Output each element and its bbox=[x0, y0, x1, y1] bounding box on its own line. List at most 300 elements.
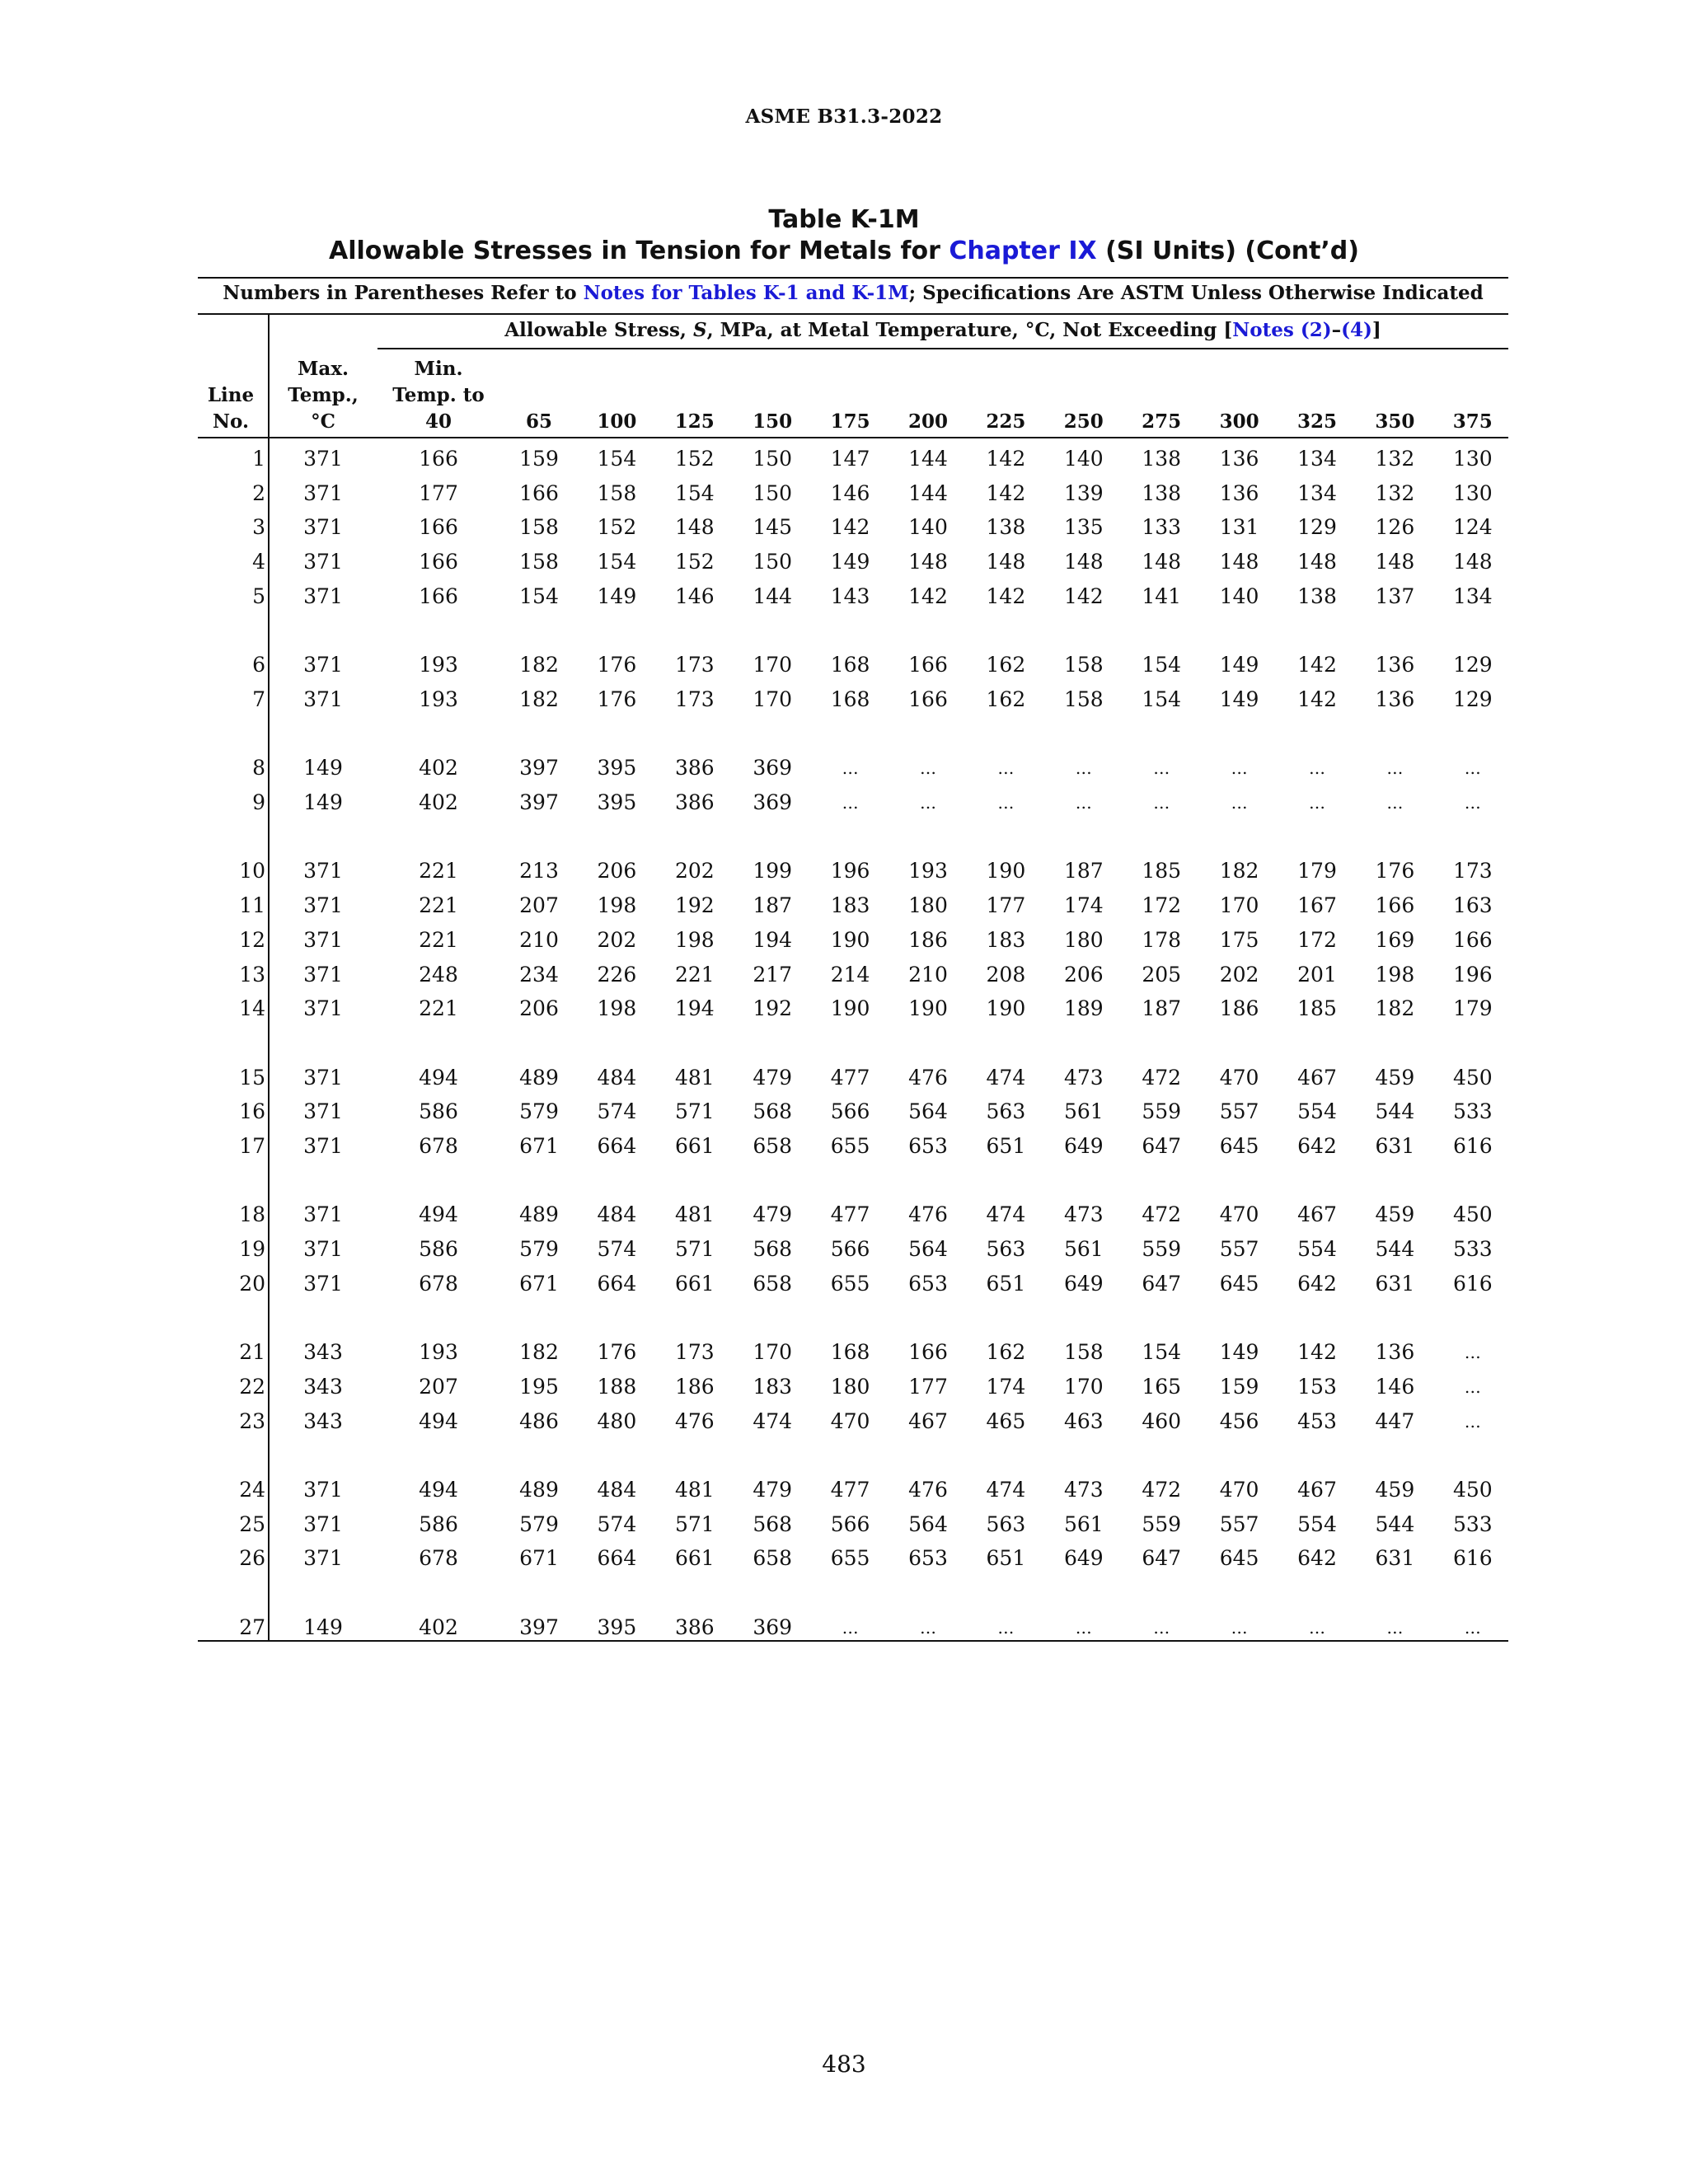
stress-cell: 144 bbox=[753, 583, 793, 608]
column-header-min-temp-line: Min. bbox=[414, 358, 463, 380]
stress-cell: 176 bbox=[1375, 859, 1415, 883]
stress-cell: 563 bbox=[986, 1237, 1026, 1262]
stress-cell: 180 bbox=[830, 1374, 870, 1399]
stress-cell: 183 bbox=[986, 927, 1026, 952]
stress-cell: … bbox=[1153, 793, 1170, 813]
stress-cell: 647 bbox=[1142, 1134, 1182, 1158]
min-temp-stress-cell: 221 bbox=[419, 927, 458, 952]
stress-cell: 159 bbox=[1219, 1374, 1259, 1399]
stress-cell: … bbox=[1309, 1617, 1325, 1638]
column-header-temp-175: 175 bbox=[830, 410, 870, 433]
stress-cell: 147 bbox=[830, 447, 870, 471]
stress-cell: 465 bbox=[986, 1408, 1026, 1433]
group-text: Allowable Stress, bbox=[504, 319, 693, 341]
stress-cell: 141 bbox=[1142, 583, 1182, 608]
stress-cell: 142 bbox=[908, 583, 948, 608]
line-number-cell: 9 bbox=[252, 790, 265, 814]
max-temp-cell: 371 bbox=[303, 1478, 343, 1502]
stress-cell: 182 bbox=[519, 1340, 559, 1365]
column-header-max-temp bbox=[265, 356, 381, 435]
stress-cell: 183 bbox=[830, 893, 870, 918]
stress-cell: 655 bbox=[830, 1546, 870, 1571]
stress-cell: 140 bbox=[908, 515, 948, 540]
stress-cell: 579 bbox=[519, 1511, 559, 1536]
allowable-stress-group-header bbox=[377, 319, 1508, 341]
stress-cell: 472 bbox=[1142, 1478, 1182, 1502]
stress-cell: 198 bbox=[1375, 962, 1415, 987]
stress-cell: 651 bbox=[986, 1271, 1026, 1296]
table-row bbox=[198, 648, 1508, 682]
max-temp-cell: 371 bbox=[303, 1511, 343, 1536]
stress-cell: 369 bbox=[753, 1615, 793, 1639]
stress-cell: 447 bbox=[1375, 1408, 1415, 1433]
stress-cell: 653 bbox=[908, 1134, 948, 1158]
stress-cell: 463 bbox=[1063, 1408, 1104, 1433]
stress-cell: … bbox=[1075, 758, 1092, 779]
table-row bbox=[198, 958, 1508, 992]
stress-cell: 651 bbox=[986, 1134, 1026, 1158]
min-temp-stress-cell: 193 bbox=[419, 1340, 458, 1365]
stress-cell: … bbox=[842, 758, 859, 779]
min-temp-stress-cell: 494 bbox=[419, 1478, 458, 1502]
table-row bbox=[198, 1129, 1508, 1164]
stress-cell: 176 bbox=[597, 1340, 637, 1365]
line-number-cell: 17 bbox=[239, 1134, 265, 1158]
stress-cell: 564 bbox=[908, 1511, 948, 1536]
group-close: ] bbox=[1372, 319, 1381, 341]
stress-cell: 136 bbox=[1219, 447, 1259, 471]
stress-cell: 664 bbox=[597, 1271, 637, 1296]
stress-cell: 137 bbox=[1375, 583, 1415, 608]
stress-cell: 142 bbox=[1297, 653, 1337, 677]
stress-cell: 559 bbox=[1142, 1099, 1182, 1124]
stress-cell: 142 bbox=[1063, 583, 1104, 608]
stress-cell: 201 bbox=[1297, 962, 1337, 987]
stress-cell: 386 bbox=[674, 756, 715, 780]
stress-cell: 554 bbox=[1297, 1511, 1337, 1536]
max-temp-cell: 371 bbox=[303, 1134, 343, 1158]
line-number-cell: 24 bbox=[239, 1478, 265, 1502]
table-caption bbox=[0, 236, 1688, 267]
stress-cell: 148 bbox=[908, 550, 948, 574]
stress-cell: 179 bbox=[1452, 996, 1493, 1021]
stress-cell: 180 bbox=[1063, 927, 1104, 952]
stress-cell: 476 bbox=[908, 1065, 948, 1090]
stress-cell: 138 bbox=[1142, 480, 1182, 505]
stress-cell: … bbox=[997, 758, 1015, 779]
stress-cell: 489 bbox=[519, 1065, 559, 1090]
stress-cell: 642 bbox=[1297, 1546, 1337, 1571]
stress-cell: 217 bbox=[753, 962, 793, 987]
stress-cell: … bbox=[1153, 1617, 1170, 1638]
stress-cell: 470 bbox=[1219, 1202, 1259, 1227]
stress-cell: 561 bbox=[1063, 1511, 1104, 1536]
table-row bbox=[198, 476, 1508, 511]
stress-cell: 152 bbox=[597, 515, 637, 540]
stress-cell: 134 bbox=[1452, 583, 1493, 608]
stress-cell: 479 bbox=[753, 1065, 793, 1090]
max-temp-cell: 371 bbox=[303, 447, 343, 471]
stress-cell: 479 bbox=[753, 1202, 793, 1227]
stress-cell: 158 bbox=[1063, 687, 1104, 711]
stress-cell: 149 bbox=[597, 583, 637, 608]
line-number-cell: 18 bbox=[239, 1202, 265, 1227]
stress-cell: 143 bbox=[830, 583, 870, 608]
stress-cell: 649 bbox=[1063, 1134, 1104, 1158]
stress-cell: 226 bbox=[597, 962, 637, 987]
stress-cell: 172 bbox=[1297, 927, 1337, 952]
stress-cell: 148 bbox=[1219, 550, 1259, 574]
min-temp-stress-cell: 177 bbox=[419, 480, 458, 505]
line-number-cell: 12 bbox=[239, 927, 265, 952]
stress-cell: 642 bbox=[1297, 1271, 1337, 1296]
stress-cell: 470 bbox=[1219, 1065, 1259, 1090]
column-header-temp-350: 350 bbox=[1375, 410, 1415, 433]
stress-cell: 170 bbox=[753, 653, 793, 677]
stress-cell: 554 bbox=[1297, 1099, 1337, 1124]
column-header-temp-65: 65 bbox=[525, 410, 552, 433]
min-temp-stress-cell: 221 bbox=[419, 893, 458, 918]
max-temp-cell: 343 bbox=[303, 1374, 343, 1399]
stress-cell: 221 bbox=[674, 962, 715, 987]
stress-cell: 166 bbox=[908, 687, 948, 711]
stress-cell: 196 bbox=[830, 859, 870, 883]
min-temp-stress-cell: 678 bbox=[419, 1271, 458, 1296]
stress-cell: 574 bbox=[597, 1237, 637, 1262]
stress-cell: 190 bbox=[830, 927, 870, 952]
stress-cell: 136 bbox=[1219, 480, 1259, 505]
line-number-cell: 2 bbox=[252, 480, 265, 505]
column-header-temp-200: 200 bbox=[907, 410, 948, 433]
stress-cell: 658 bbox=[753, 1546, 793, 1571]
stress-cell: 154 bbox=[1142, 653, 1182, 677]
stress-cell: 187 bbox=[1063, 859, 1104, 883]
stress-cell: 154 bbox=[1142, 1340, 1182, 1365]
stress-cell: 544 bbox=[1375, 1237, 1415, 1262]
stress-cell: 234 bbox=[519, 962, 559, 987]
stress-cell: 133 bbox=[1142, 515, 1182, 540]
stress-cell: … bbox=[842, 793, 859, 813]
stress-cell: 559 bbox=[1142, 1237, 1182, 1262]
stress-cell: … bbox=[1464, 758, 1481, 779]
stress-cell: 150 bbox=[753, 480, 793, 505]
stress-cell: … bbox=[1464, 1411, 1481, 1432]
stress-cell: 150 bbox=[753, 550, 793, 574]
stress-cell: 450 bbox=[1452, 1202, 1493, 1227]
stress-cell: 653 bbox=[908, 1271, 948, 1296]
table-row bbox=[198, 510, 1508, 545]
stress-cell: 557 bbox=[1219, 1099, 1259, 1124]
stress-cell: 206 bbox=[597, 859, 637, 883]
stress-cell: 182 bbox=[1219, 859, 1259, 883]
stress-cell: 649 bbox=[1063, 1546, 1104, 1571]
chapter-link[interactable]: Chapter IX bbox=[949, 237, 1097, 265]
stress-cell: 172 bbox=[1142, 893, 1182, 918]
stress-cell: 148 bbox=[1375, 550, 1415, 574]
column-header-temp-225: 225 bbox=[986, 410, 1026, 433]
stress-cell: 470 bbox=[1219, 1478, 1259, 1502]
stress-cell: 154 bbox=[674, 480, 715, 505]
stress-cell: 616 bbox=[1452, 1271, 1493, 1296]
subheader-suffix: ; Specifications Are ASTM Unless Otherwise Indicated bbox=[908, 282, 1484, 304]
stress-cell: 564 bbox=[908, 1237, 948, 1262]
stress-cell: 574 bbox=[597, 1511, 637, 1536]
stress-cell: 189 bbox=[1063, 996, 1104, 1021]
min-temp-stress-cell: 193 bbox=[419, 687, 458, 711]
stress-cell: 148 bbox=[986, 550, 1026, 574]
stress-cell: 566 bbox=[830, 1511, 870, 1536]
stress-cell: 484 bbox=[597, 1065, 637, 1090]
stress-cell: 489 bbox=[519, 1478, 559, 1502]
line-number-cell: 6 bbox=[252, 653, 265, 677]
group-text-mid: , MPa, at Metal Temperature, °C, Not Exceeding [ bbox=[706, 319, 1233, 341]
stress-cell: 138 bbox=[1142, 447, 1182, 471]
stress-cell: 533 bbox=[1452, 1511, 1493, 1536]
stress-cell: 124 bbox=[1452, 515, 1493, 540]
stress-cell: 153 bbox=[1297, 1374, 1337, 1399]
stress-cell: 369 bbox=[753, 790, 793, 814]
stress-cell: 653 bbox=[908, 1546, 948, 1571]
stress-cell: 146 bbox=[1375, 1374, 1415, 1399]
stress-cell: 369 bbox=[753, 756, 793, 780]
stress-cell: … bbox=[1231, 758, 1248, 779]
stress-cell: 645 bbox=[1219, 1134, 1259, 1158]
max-temp-cell: 343 bbox=[303, 1340, 343, 1365]
max-temp-cell: 371 bbox=[303, 1099, 343, 1124]
stress-cell: 134 bbox=[1297, 480, 1337, 505]
stress-cell: 192 bbox=[753, 996, 793, 1021]
stress-cell: 158 bbox=[1063, 1340, 1104, 1365]
stress-cell: 185 bbox=[1297, 996, 1337, 1021]
min-temp-stress-cell: 207 bbox=[419, 1374, 458, 1399]
stress-cell: … bbox=[1309, 758, 1325, 779]
min-temp-stress-cell: 402 bbox=[419, 790, 458, 814]
stress-cell: 561 bbox=[1063, 1099, 1104, 1124]
stress-cell: 180 bbox=[908, 893, 948, 918]
notes-4-link[interactable]: (4) bbox=[1341, 319, 1372, 341]
table-top-rule bbox=[198, 277, 1508, 279]
max-temp-cell: 371 bbox=[303, 893, 343, 918]
stress-cell: 477 bbox=[830, 1478, 870, 1502]
column-header-temp-100: 100 bbox=[597, 410, 637, 433]
stress-cell: 163 bbox=[1452, 893, 1493, 918]
line-number-cell: 5 bbox=[252, 583, 265, 608]
stress-cell: 154 bbox=[1142, 687, 1182, 711]
line-number-cell: 4 bbox=[252, 550, 265, 574]
stress-cell: 178 bbox=[1142, 927, 1182, 952]
stress-cell: 188 bbox=[597, 1374, 637, 1399]
column-header-max-temp-line: Max. bbox=[297, 358, 349, 380]
stress-cell: 166 bbox=[908, 1340, 948, 1365]
stress-cell: 473 bbox=[1063, 1478, 1104, 1502]
stress-cell: 616 bbox=[1452, 1546, 1493, 1571]
stress-cell: 152 bbox=[674, 550, 715, 574]
stress-cell: 129 bbox=[1452, 687, 1493, 711]
stress-cell: 631 bbox=[1375, 1134, 1415, 1158]
notes-2-link[interactable]: Notes (2) bbox=[1232, 319, 1332, 341]
stress-cell: 182 bbox=[519, 687, 559, 711]
stress-cell: 544 bbox=[1375, 1511, 1415, 1536]
max-temp-cell: 371 bbox=[303, 687, 343, 711]
stress-cell: 631 bbox=[1375, 1271, 1415, 1296]
stress-cell: 564 bbox=[908, 1099, 948, 1124]
max-temp-cell: 371 bbox=[303, 996, 343, 1021]
stress-cell: 126 bbox=[1375, 515, 1415, 540]
stress-cell: 174 bbox=[986, 1374, 1026, 1399]
stress-cell: … bbox=[1153, 758, 1170, 779]
stress-cell: 129 bbox=[1297, 515, 1337, 540]
stress-cell: 154 bbox=[597, 447, 637, 471]
stress-cell: … bbox=[1464, 1343, 1481, 1363]
stress-cell: 450 bbox=[1452, 1478, 1493, 1502]
column-header-temp-300: 300 bbox=[1219, 410, 1259, 433]
stress-cell: 459 bbox=[1375, 1478, 1415, 1502]
stress-cell: 202 bbox=[597, 927, 637, 952]
stress-cell: 139 bbox=[1063, 480, 1104, 505]
stress-cell: 579 bbox=[519, 1099, 559, 1124]
table-row bbox=[198, 854, 1508, 888]
max-temp-cell: 371 bbox=[303, 962, 343, 987]
stress-cell: 179 bbox=[1297, 859, 1337, 883]
stress-cell: 168 bbox=[830, 1340, 870, 1365]
stress-cell: 205 bbox=[1142, 962, 1182, 987]
stress-cell: 170 bbox=[1063, 1374, 1104, 1399]
stress-cell: 193 bbox=[908, 859, 948, 883]
stress-cell: 459 bbox=[1375, 1065, 1415, 1090]
table-row bbox=[198, 682, 1508, 717]
stress-cell: 563 bbox=[986, 1099, 1026, 1124]
max-temp-cell: 371 bbox=[303, 515, 343, 540]
stress-cell: 173 bbox=[674, 687, 715, 711]
min-temp-stress-cell: 402 bbox=[419, 756, 458, 780]
line-number-cell: 20 bbox=[239, 1271, 265, 1296]
table-row bbox=[198, 442, 1508, 476]
stress-cell: 486 bbox=[519, 1408, 559, 1433]
stress-cell: 166 bbox=[908, 653, 948, 677]
min-temp-stress-cell: 221 bbox=[419, 859, 458, 883]
table-row bbox=[198, 1335, 1508, 1370]
table-row bbox=[198, 1541, 1508, 1576]
stress-cell: 158 bbox=[597, 480, 637, 505]
min-temp-stress-cell: 193 bbox=[419, 653, 458, 677]
stress-cell: 477 bbox=[830, 1065, 870, 1090]
stress-cell: 162 bbox=[986, 687, 1026, 711]
stress-cell: 166 bbox=[519, 480, 559, 505]
stress-cell: 199 bbox=[753, 859, 793, 883]
min-temp-stress-cell: 402 bbox=[419, 1615, 458, 1639]
page-number: 483 bbox=[822, 2050, 866, 2078]
column-header-temp-375: 375 bbox=[1452, 410, 1493, 433]
min-temp-stress-cell: 494 bbox=[419, 1202, 458, 1227]
line-number-cell: 1 bbox=[252, 447, 265, 471]
line-number-cell: 11 bbox=[239, 893, 265, 918]
stress-cell: 671 bbox=[519, 1134, 559, 1158]
stress-cell: 661 bbox=[674, 1271, 715, 1296]
table-row bbox=[198, 1094, 1508, 1129]
stress-cell: 146 bbox=[674, 583, 715, 608]
table-subheader bbox=[198, 282, 1508, 304]
stress-cell: 154 bbox=[519, 583, 559, 608]
min-temp-stress-cell: 678 bbox=[419, 1546, 458, 1571]
stress-cell: 144 bbox=[908, 447, 948, 471]
stress-cell: 130 bbox=[1452, 447, 1493, 471]
stress-cell: 182 bbox=[519, 653, 559, 677]
stress-cell: 162 bbox=[986, 1340, 1026, 1365]
table-row bbox=[198, 888, 1508, 923]
stress-cell: 481 bbox=[674, 1478, 715, 1502]
stress-cell: 651 bbox=[986, 1546, 1026, 1571]
stress-cell: 136 bbox=[1375, 653, 1415, 677]
stress-symbol: S bbox=[692, 319, 707, 341]
stress-cell: 142 bbox=[1297, 1340, 1337, 1365]
stress-cell: 397 bbox=[519, 1615, 559, 1639]
stress-cell: 474 bbox=[753, 1408, 793, 1433]
stress-cell: 162 bbox=[986, 653, 1026, 677]
column-header-min-temp bbox=[381, 356, 496, 435]
stress-cell: … bbox=[1231, 793, 1248, 813]
min-temp-stress-cell: 586 bbox=[419, 1511, 458, 1536]
stress-cell: 476 bbox=[674, 1408, 715, 1433]
line-number-cell: 21 bbox=[239, 1340, 265, 1365]
stress-cell: 167 bbox=[1297, 893, 1337, 918]
table-id: Table K-1M bbox=[768, 205, 920, 234]
stress-cell: 566 bbox=[830, 1099, 870, 1124]
stress-cell: … bbox=[1075, 793, 1092, 813]
stress-cell: 132 bbox=[1375, 480, 1415, 505]
stress-cell: 177 bbox=[908, 1374, 948, 1399]
stress-cell: 489 bbox=[519, 1202, 559, 1227]
stress-cell: 190 bbox=[986, 859, 1026, 883]
max-temp-cell: 371 bbox=[303, 583, 343, 608]
table-row bbox=[198, 1232, 1508, 1267]
stress-cell: 480 bbox=[597, 1408, 637, 1433]
stress-cell: 142 bbox=[1297, 687, 1337, 711]
stress-cell: 479 bbox=[753, 1478, 793, 1502]
stress-cell: … bbox=[997, 1617, 1015, 1638]
min-temp-stress-cell: 166 bbox=[419, 515, 458, 540]
stress-cell: 186 bbox=[674, 1374, 715, 1399]
stress-cell: 645 bbox=[1219, 1271, 1259, 1296]
stress-cell: 148 bbox=[1297, 550, 1337, 574]
stress-cell: 559 bbox=[1142, 1511, 1182, 1536]
line-number-cell: 22 bbox=[239, 1374, 265, 1399]
stress-cell: 467 bbox=[908, 1408, 948, 1433]
min-temp-stress-cell: 166 bbox=[419, 583, 458, 608]
stress-cell: 473 bbox=[1063, 1202, 1104, 1227]
column-header-max-temp-line: °C bbox=[311, 410, 335, 433]
stress-cell: … bbox=[920, 758, 936, 779]
stress-cell: … bbox=[920, 1617, 936, 1638]
table-row bbox=[198, 1404, 1508, 1439]
stress-cell: 467 bbox=[1297, 1478, 1337, 1502]
stress-cell: 198 bbox=[597, 996, 637, 1021]
max-temp-cell: 149 bbox=[303, 790, 343, 814]
max-temp-cell: 149 bbox=[303, 756, 343, 780]
stress-cell: 671 bbox=[519, 1271, 559, 1296]
column-header-temp-275: 275 bbox=[1142, 410, 1182, 433]
header-bottom-rule bbox=[198, 437, 1508, 438]
stress-cell: 397 bbox=[519, 756, 559, 780]
column-header-line-no-line: Line bbox=[207, 384, 255, 406]
stress-cell: 210 bbox=[908, 962, 948, 987]
stress-cell: 207 bbox=[519, 893, 559, 918]
stress-cell: 142 bbox=[830, 515, 870, 540]
notes-link[interactable]: Notes for Tables K-1 and K-1M bbox=[583, 282, 909, 304]
stress-cell: … bbox=[1231, 1617, 1248, 1638]
stress-cell: 140 bbox=[1063, 447, 1104, 471]
stress-cell: 198 bbox=[674, 927, 715, 952]
stress-cell: 129 bbox=[1452, 653, 1493, 677]
